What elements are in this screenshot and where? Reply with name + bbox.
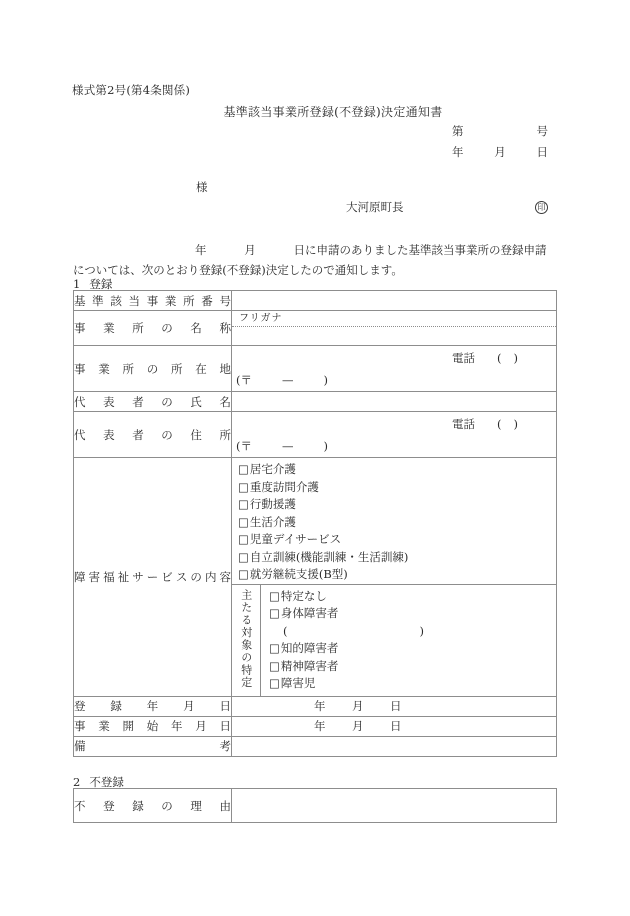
document-title: 基準該当事業所登録(不登録)決定通知書 xyxy=(223,105,443,119)
issuer-line xyxy=(346,199,548,215)
office-address-label-text: 事業所の所在地 xyxy=(74,361,231,376)
service-item-4[interactable] xyxy=(238,531,556,549)
document-date-day: 日 xyxy=(536,145,548,159)
table-row xyxy=(74,291,557,311)
target-paren-open: ( xyxy=(283,623,288,638)
table-row xyxy=(74,458,557,697)
target-item-2[interactable] xyxy=(269,640,556,658)
service-label: 重度訪問介護 xyxy=(249,479,319,494)
service-checkbox-list xyxy=(232,458,556,584)
furigana-label: フリガナ xyxy=(232,311,556,327)
services-label-text: 障害福祉サービスの内容 xyxy=(74,569,231,584)
section-nonregistration-number: 2 xyxy=(73,775,81,789)
row-label-rep-name xyxy=(74,392,232,412)
row-value-remarks[interactable] xyxy=(232,736,557,756)
row-value-office-number[interactable] xyxy=(232,291,557,311)
row-value-services xyxy=(232,458,557,697)
table-row xyxy=(74,412,557,458)
service-label: 児童デイサービス xyxy=(249,532,342,546)
office-zip-open: (〒 xyxy=(236,372,252,387)
remarks-label-text: 備考 xyxy=(74,739,231,753)
target-item-1[interactable] xyxy=(269,605,556,623)
table-row xyxy=(74,696,557,716)
start-date-day: 日 xyxy=(390,719,402,733)
checkbox-icon[interactable]: □ xyxy=(269,676,280,690)
rep-zip-field[interactable] xyxy=(236,438,328,454)
rep-tel-paren-close: ) xyxy=(513,416,518,431)
target-detail-field[interactable] xyxy=(269,623,556,641)
service-item-6[interactable] xyxy=(238,566,556,584)
document-number-line xyxy=(452,123,548,139)
office-tel-paren-open: ( xyxy=(497,350,514,365)
table-row xyxy=(74,716,557,736)
target-item-3[interactable] xyxy=(269,658,556,676)
checkbox-icon[interactable]: □ xyxy=(238,549,249,564)
row-label-rep-address xyxy=(74,412,232,458)
row-label-remarks xyxy=(74,736,232,756)
table-row xyxy=(74,346,557,392)
registration-date-month: 月 xyxy=(352,699,364,713)
checkbox-icon[interactable]: □ xyxy=(269,641,280,655)
rep-tel-field[interactable] xyxy=(452,416,518,432)
service-label: 自立訓練(機能訓練・生活訓練) xyxy=(249,549,409,564)
office-number-label-text: 基準該当事業所番号 xyxy=(74,293,231,308)
intro-paragraph xyxy=(73,240,557,280)
target-label: 身体障害者 xyxy=(280,606,339,620)
registration-date-year: 年 xyxy=(314,699,326,713)
row-value-registration-date[interactable] xyxy=(232,696,557,716)
section-registration-label: 登録 xyxy=(89,277,113,291)
checkbox-icon[interactable]: □ xyxy=(238,462,249,476)
target-label: 特定なし xyxy=(280,588,327,603)
row-label-office-name xyxy=(74,311,232,346)
checkbox-icon[interactable]: □ xyxy=(238,514,249,529)
registration-date-field[interactable] xyxy=(232,698,556,714)
registration-date-label-text: 登録年月日 xyxy=(74,699,231,713)
rep-address-label-text: 代表者の住所 xyxy=(74,427,231,442)
checkbox-icon[interactable]: □ xyxy=(238,567,249,581)
addressee-honorific: 様 xyxy=(196,180,208,194)
row-value-start-date[interactable] xyxy=(232,716,557,736)
office-zip-dash: — xyxy=(282,372,294,387)
service-label: 居宅介護 xyxy=(249,462,296,476)
row-value-rep-address[interactable] xyxy=(232,412,557,458)
target-label: 知的障害者 xyxy=(280,641,339,655)
rep-tel-label: 電話 xyxy=(452,416,475,431)
rep-zip-close: ) xyxy=(323,438,328,453)
checkbox-icon[interactable]: □ xyxy=(238,497,249,511)
section-registration-number: 1 xyxy=(73,277,81,291)
start-date-year: 年 xyxy=(314,719,326,733)
target-label: 精神障害者 xyxy=(280,658,339,673)
intro-date-year: 年 xyxy=(195,243,207,257)
document-number-prefix: 第 xyxy=(452,124,464,138)
registration-date-day: 日 xyxy=(390,699,402,713)
target-vertical-label xyxy=(232,584,261,696)
registration-table xyxy=(73,290,557,757)
office-tel-label: 電話 xyxy=(452,350,475,365)
start-date-label-text: 事業開始年月日 xyxy=(74,719,231,733)
target-label: 障害児 xyxy=(280,676,316,690)
service-item-1[interactable] xyxy=(238,479,556,497)
row-label-office-number xyxy=(74,291,232,311)
checkbox-icon[interactable]: □ xyxy=(269,588,280,603)
table-row xyxy=(74,392,557,412)
checkbox-icon[interactable]: □ xyxy=(269,606,280,620)
intro-date xyxy=(195,240,305,260)
service-item-3[interactable] xyxy=(238,514,556,532)
table-row xyxy=(74,736,557,756)
form-number: 様式第2号(第4条関係) xyxy=(72,83,191,97)
service-label: 生活介護 xyxy=(249,514,296,529)
checkbox-icon[interactable]: □ xyxy=(238,479,249,494)
document-date-month: 月 xyxy=(494,145,506,159)
service-label: 就労継続支援(B型) xyxy=(249,567,348,581)
target-specification-table xyxy=(232,584,556,696)
target-paren-close: ) xyxy=(419,623,424,638)
office-name-label-text: 事業所の名称 xyxy=(74,321,231,335)
checkbox-icon[interactable]: □ xyxy=(269,658,280,673)
office-tel-field[interactable] xyxy=(452,350,518,366)
service-item-5[interactable] xyxy=(238,549,556,567)
checkbox-icon[interactable]: □ xyxy=(238,532,249,546)
start-date-field[interactable] xyxy=(232,718,556,734)
table-row xyxy=(232,584,556,696)
target-item-4[interactable] xyxy=(269,675,556,693)
row-label-reason xyxy=(74,789,232,823)
office-zip-field[interactable] xyxy=(236,372,328,388)
target-item-0[interactable] xyxy=(269,588,556,606)
section-nonregistration-label: 不登録 xyxy=(89,775,124,789)
row-value-office-name[interactable] xyxy=(232,311,557,346)
issuer-name: 大河原町長 xyxy=(346,200,404,214)
document-date-year: 年 xyxy=(452,145,464,159)
intro-date-month: 月 xyxy=(244,243,256,257)
table-row xyxy=(74,311,557,346)
nonregistration-table xyxy=(73,788,557,823)
rep-zip-open: (〒 xyxy=(236,438,252,453)
row-label-services xyxy=(74,458,232,697)
reason-label-text: 不登録の理由 xyxy=(74,798,231,813)
rep-tel-paren-open: ( xyxy=(497,416,514,431)
intro-text: に申請のありました基準該当事業所の登録申請については、次のとおり登録(不登録)決定したので通知します。 xyxy=(73,243,547,277)
row-label-registration-date xyxy=(74,696,232,716)
office-tel-paren-close: ) xyxy=(513,350,518,365)
service-label: 行動援護 xyxy=(249,497,296,511)
target-checkbox-list xyxy=(261,584,557,696)
document-number-suffix: 号 xyxy=(536,124,548,138)
row-value-reason[interactable] xyxy=(232,789,557,823)
start-date-month: 月 xyxy=(352,719,364,733)
row-label-office-address xyxy=(74,346,232,392)
seal-icon: 印 xyxy=(535,201,548,214)
intro-date-day: 日 xyxy=(293,243,305,257)
row-value-office-address[interactable] xyxy=(232,346,557,392)
row-label-start-date xyxy=(74,716,232,736)
rep-zip-dash: — xyxy=(282,438,294,453)
rep-name-label-text: 代表者の氏名 xyxy=(74,394,231,409)
service-item-2[interactable] xyxy=(238,496,556,514)
service-item-0[interactable] xyxy=(238,461,556,479)
table-row xyxy=(74,789,557,823)
target-vertical-label-text: 主たる対象の特定 xyxy=(239,588,253,689)
document-date-line xyxy=(452,144,548,160)
row-value-rep-name[interactable] xyxy=(232,392,557,412)
office-zip-close: ) xyxy=(323,372,328,387)
office-name-input[interactable] xyxy=(232,327,556,345)
